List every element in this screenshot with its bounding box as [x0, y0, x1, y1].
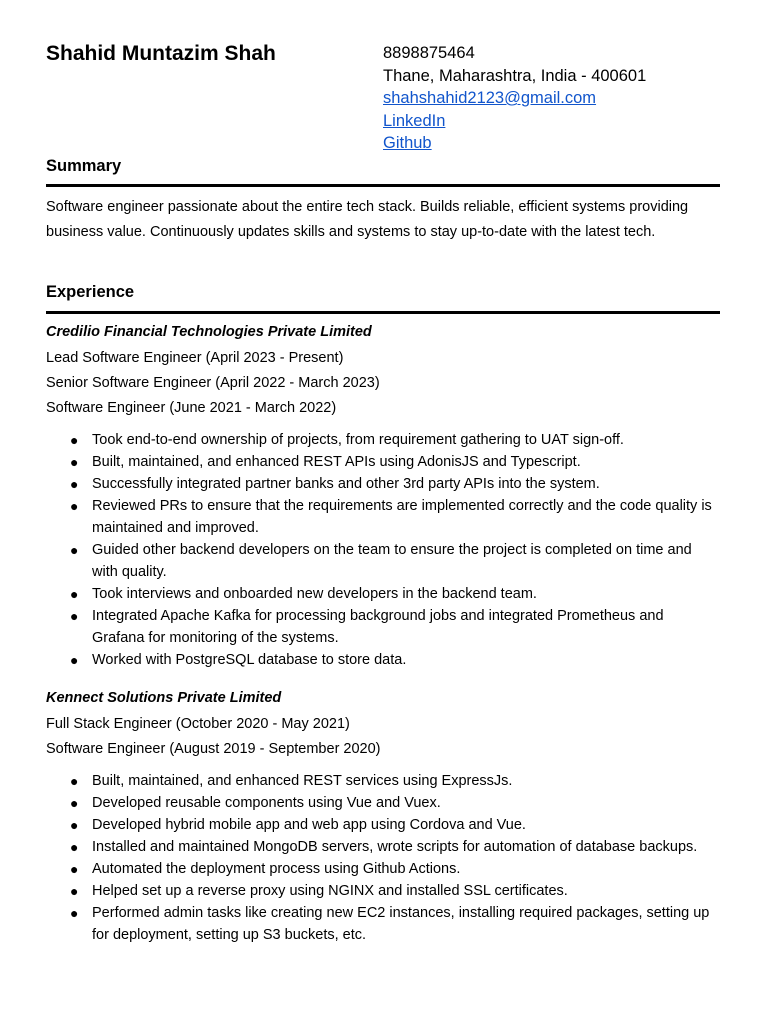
experience-heading: Experience: [46, 283, 135, 301]
role-item: Lead Software Engineer (April 2023 - Present): [46, 350, 344, 366]
responsibility-item: ● Took end-to-end ownership of projects, from requirement gathering to UAT sign-off.: [70, 432, 624, 448]
contact-block: [383, 42, 646, 155]
role-item: Senior Software Engineer (April 2022 - March 2023): [46, 375, 380, 391]
responsibility-item: ● Reviewed PRs to ensure that the requirements are implemented correctly and the code quality is maintained and improved.: [70, 498, 712, 536]
experience-divider: [46, 311, 720, 314]
email-link[interactable]: shahshahid2123@gmail.com: [383, 89, 597, 107]
linkedin-link[interactable]: LinkedIn: [383, 111, 446, 130]
responsibility-item: ● Installed and maintained MongoDB servers, wrote scripts for automation of database backups.: [70, 839, 698, 855]
responsibility-item: ● Built, maintained, and enhanced REST services using ExpressJs.: [70, 773, 513, 789]
summary-heading: Summary: [46, 157, 122, 175]
role-item: Software Engineer (June 2021 - March 2022): [46, 400, 337, 416]
responsibility-item: ● Took interviews and onboarded new developers in the backend team.: [70, 586, 537, 602]
responsibility-item: ● Worked with PostgreSQL database to store data.: [70, 652, 407, 668]
company-name: Kennect Solutions Private Limited: [46, 690, 282, 706]
responsibility-list: [70, 429, 712, 671]
responsibility-item: ● Automated the deployment process using Github Actions.: [70, 861, 461, 877]
summary-text: Software engineer passionate about the entire tech stack. Builds reliable, efficient systems providing business value. Continuously updates skills and systems to stay up-to-date with the latest tech.: [46, 199, 689, 240]
company-name: Credilio Financial Technologies Private Limited: [46, 324, 372, 340]
responsibility-item: ● Guided other backend developers on the team to ensure the project is completed on time and with quality.: [70, 542, 692, 580]
responsibility-item: ● Performed admin tasks like creating new EC2 instances, installing required packages, setting up for deployment, setting up S3 buckets, etc.: [70, 905, 710, 943]
summary-divider: [46, 184, 720, 187]
responsibility-item: ● Integrated Apache Kafka for processing background jobs and integrated Prometheus and Grafana for monitoring of the systems.: [70, 608, 664, 646]
responsibility-item: ● Successfully integrated partner banks and other 3rd party APIs into the system.: [70, 476, 600, 492]
responsibility-item: ● Developed hybrid mobile app and web app using Cordova and Vue.: [70, 817, 526, 833]
phone-number: 8898875464: [383, 44, 475, 62]
responsibility-item: ● Helped set up a reverse proxy using NGINX and installed SSL certificates.: [70, 883, 568, 899]
github-link[interactable]: Github: [383, 134, 432, 152]
location: Thane, Maharashtra, India - 400601: [383, 66, 647, 85]
role-item: Software Engineer (August 2019 - September 2020): [46, 741, 381, 757]
role-list: [46, 712, 381, 762]
responsibility-list: [70, 770, 712, 946]
role-list: [46, 346, 380, 421]
responsibility-item: ● Built, maintained, and enhanced REST APIs using AdonisJS and Typescript.: [70, 454, 581, 470]
candidate-name: Shahid Muntazim Shah: [46, 42, 276, 65]
role-item: Full Stack Engineer (October 2020 - May 2021): [46, 716, 350, 732]
responsibility-item: ● Developed reusable components using Vue and Vuex.: [70, 795, 441, 811]
